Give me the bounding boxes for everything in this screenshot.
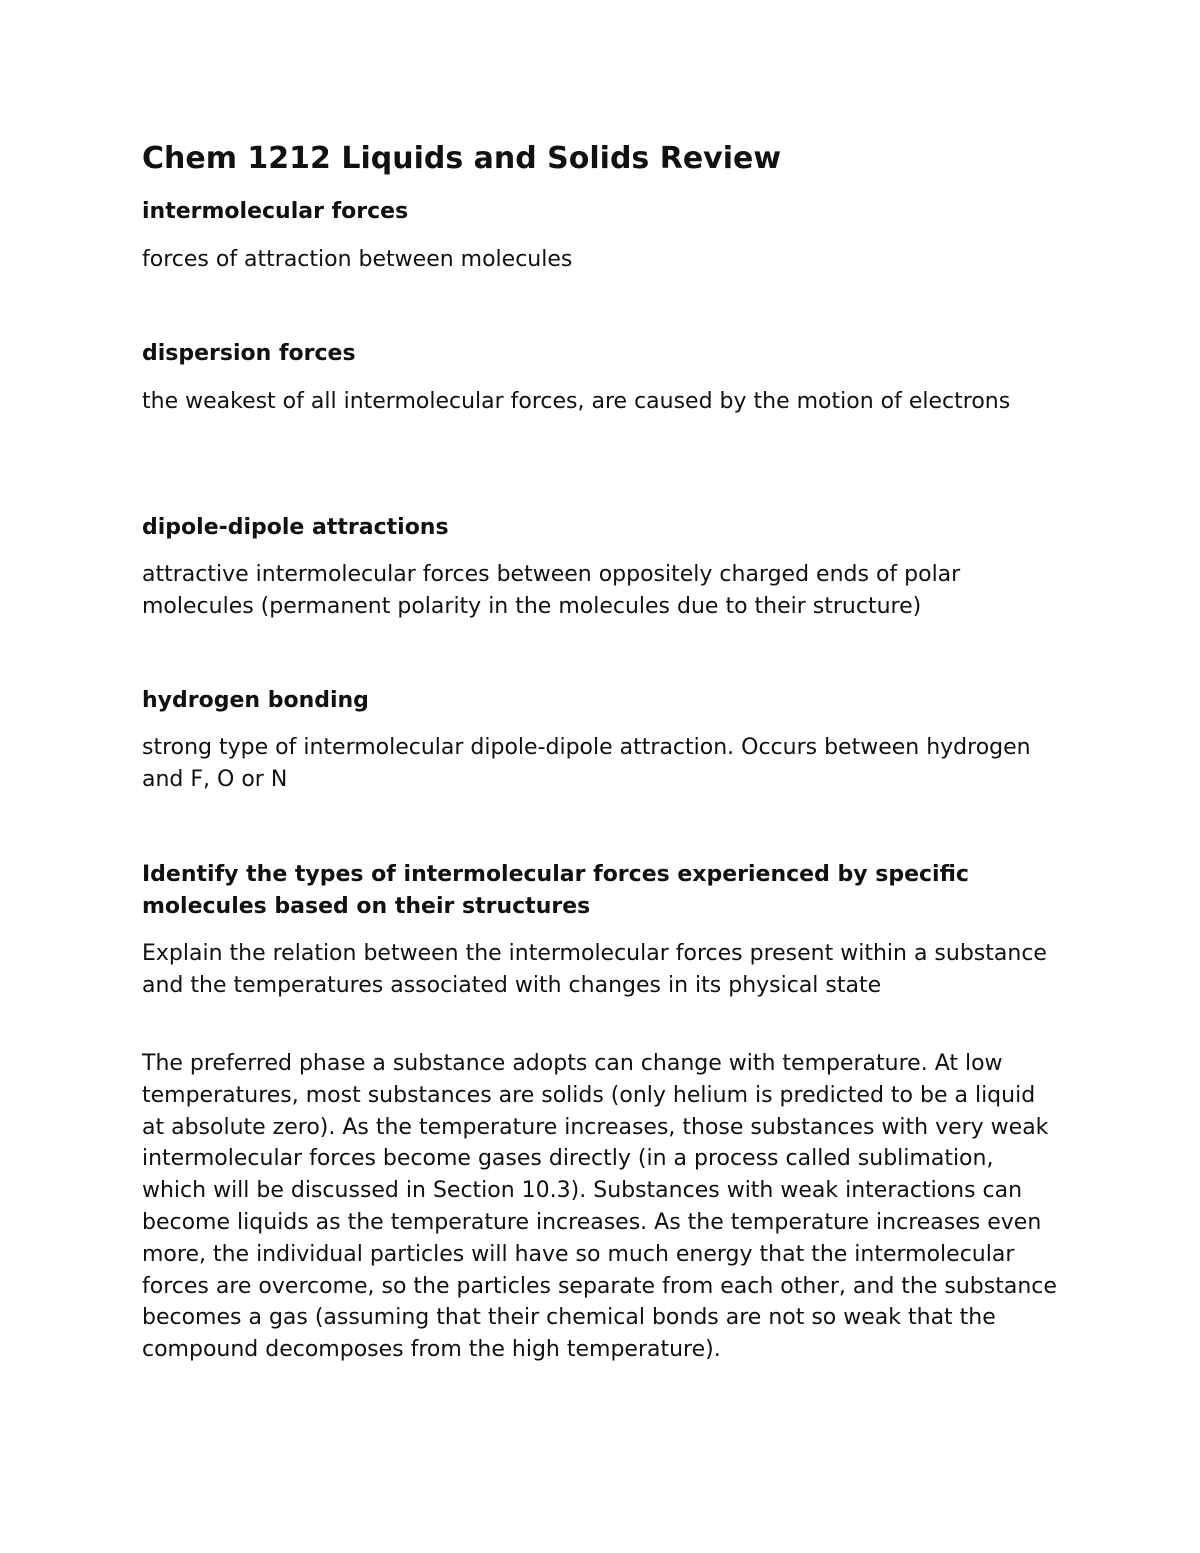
term-definition-dispersion-forces: the weakest of all intermolecular forces, are caused by the motion of electrons	[142, 389, 1011, 414]
term-heading-intermolecular-forces: intermolecular forces	[142, 199, 409, 224]
term-heading-dispersion-forces: dispersion forces	[142, 341, 356, 366]
section-paragraph-2: The preferred phase a substance adopts can change with temperature. At low temperatures, most substances are solids (only helium is predicted to be a liquid at absolute zero). As the temperature increases, those substances with very weak intermolecular forces become gases directly (in a process called sublimation, which will be discussed in Section 10.3). Substances with weak interactions can become liquids as the temperature increases. As the temperature increases even more, the individual particles will have so much energy that the intermolecular forces are overcome, so the particles separate from each other, and the substance becomes a gas (assuming that their chemical bonds are not so weak that the compound decomposes from the high temperature).	[142, 1051, 1057, 1363]
document-title: Chem 1212 Liquids and Solids Review	[142, 141, 782, 176]
term-heading-hydrogen-bonding: hydrogen bonding	[142, 688, 369, 713]
term-definition-dipole-dipole-attractions: attractive intermolecular forces between oppositely charged ends of polar molecules (permanent polarity in the molecules due to their structure)	[142, 562, 961, 619]
section-heading: Identify the types of intermolecular forces experienced by specific molecules based on their structures	[142, 862, 969, 919]
term-definition-hydrogen-bonding: strong type of intermolecular dipole-dipole attraction. Occurs between hydrogen and F, O or N	[142, 735, 1031, 792]
section-paragraph-1: Explain the relation between the intermolecular forces present within a substance and the temperatures associated with changes in its physical state	[142, 941, 1047, 998]
term-heading-dipole-dipole-attractions: dipole-dipole attractions	[142, 515, 449, 540]
term-definition-intermolecular-forces: forces of attraction between molecules	[142, 247, 573, 272]
